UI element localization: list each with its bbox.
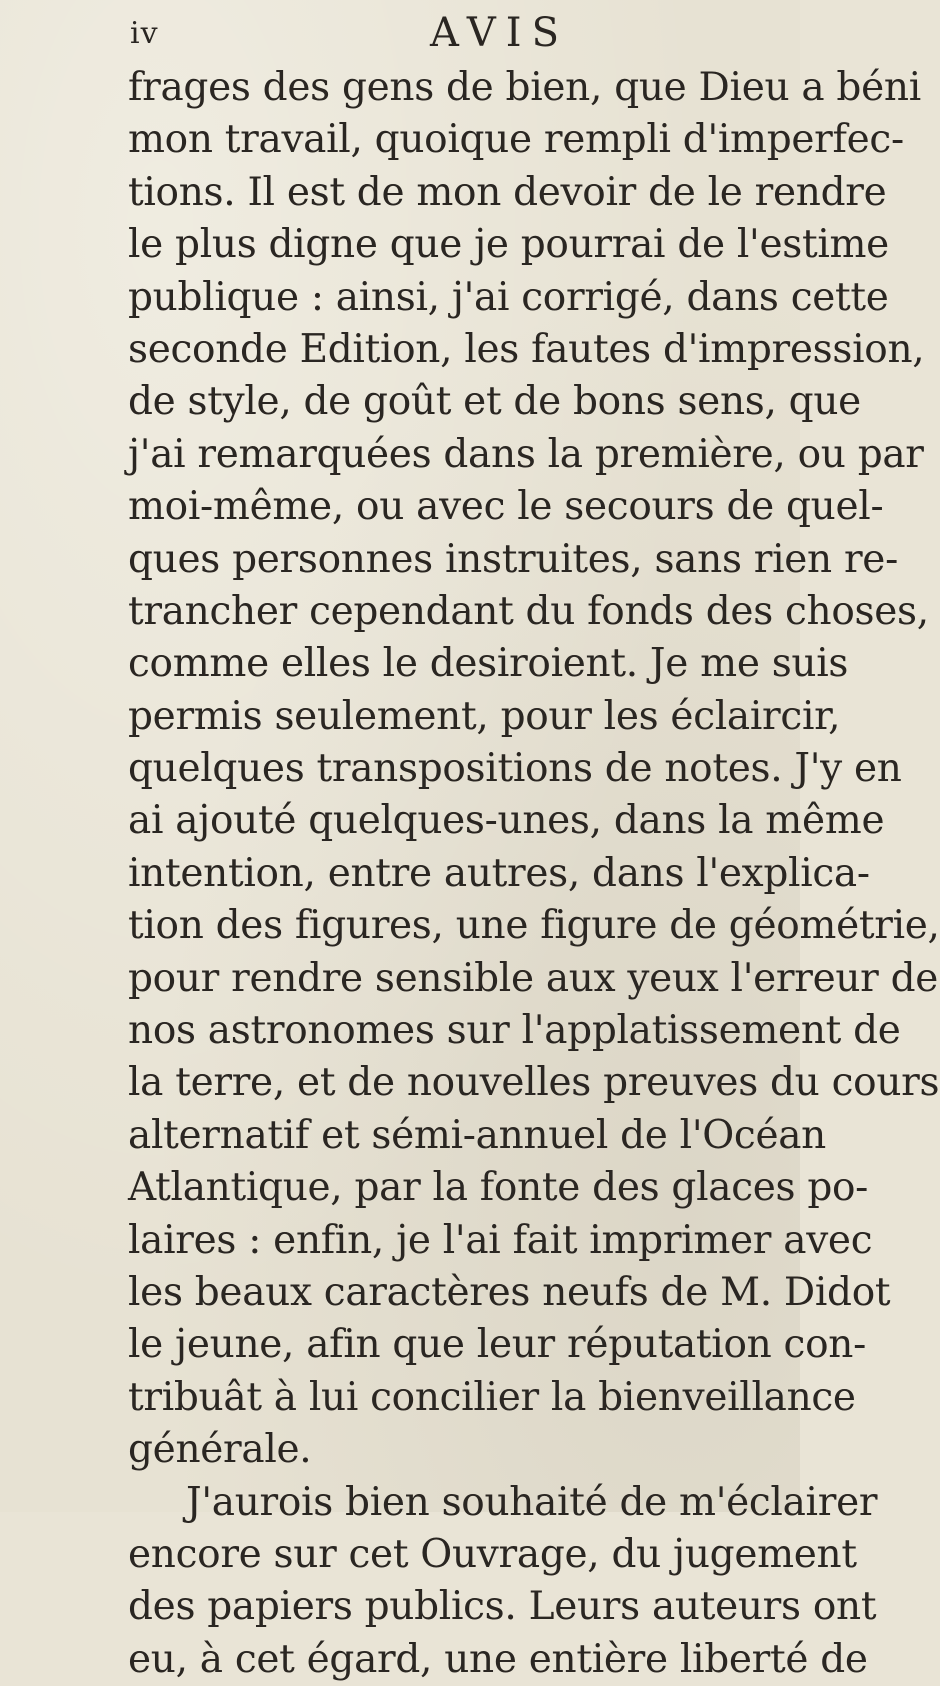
text-line: intention, entre autres, dans l'explica- bbox=[128, 850, 870, 896]
text-line: comme elles le desiroient. Je me suis bbox=[128, 641, 849, 687]
text-line: tribuât à lui concilier la bienveillance bbox=[128, 1374, 856, 1420]
text-line: moi-même, ou avec le secours de quel- bbox=[128, 484, 884, 530]
text-line: la terre, et de nouvelles preuves du cours bbox=[128, 1060, 940, 1106]
text-line: mon travail, quoique rempli d'imperfec- bbox=[128, 117, 904, 163]
text-line: quelques transpositions de notes. J'y en bbox=[128, 746, 902, 792]
text-line: j'ai remarquées dans la première, ou par bbox=[128, 431, 924, 477]
text-line: tion des figures, une figure de géométrie, bbox=[128, 903, 940, 949]
text-line: frages des gens de bien, que Dieu a béni bbox=[128, 65, 921, 110]
text-line: laires : enfin, je l'ai fait imprimer avec bbox=[128, 1217, 873, 1263]
text-line: de style, de goût et de bons sens, que bbox=[128, 379, 861, 425]
text-line: publique : ainsi, j'ai corrigé, dans cette bbox=[128, 274, 889, 320]
text-line: générale. bbox=[128, 1427, 312, 1473]
body-text bbox=[128, 62, 940, 1686]
text-line: nos astronomes sur l'applatissement de bbox=[128, 1008, 901, 1054]
paragraph-start-line: J'aurois bien souhaité de m'éclairer bbox=[186, 1479, 878, 1525]
text-line: permis seulement, pour les éclaircir, bbox=[128, 693, 841, 739]
text-line: alternatif et sémi-annuel de l'Océan bbox=[128, 1112, 826, 1158]
text-line: seconde Edition, les fautes d'impression, bbox=[128, 326, 925, 372]
text-line: tions. Il est de mon devoir de le rendre bbox=[128, 169, 887, 215]
running-head: AVIS bbox=[430, 10, 569, 56]
text-line: eu, à cet égard, une entière liberté de bbox=[128, 1636, 868, 1682]
page-number: iv bbox=[130, 16, 159, 51]
text-line: des papiers publics. Leurs auteurs ont bbox=[128, 1584, 877, 1630]
text-line: ques personnes instruites, sans rien re- bbox=[128, 536, 898, 582]
page-header bbox=[130, 10, 690, 56]
text-line: pour rendre sensible aux yeux l'erreur de bbox=[128, 955, 939, 1001]
text-line: trancher cependant du fonds des choses, bbox=[128, 588, 929, 634]
text-line: le plus digne que je pourrai de l'estime bbox=[128, 222, 889, 268]
text-line: ai ajouté quelques-unes, dans la même bbox=[128, 798, 885, 844]
text-line: le jeune, afin que leur réputation con- bbox=[128, 1322, 866, 1368]
text-line: les beaux caractères neufs de M. Didot bbox=[128, 1269, 891, 1315]
text-line: Atlantique, par la fonte des glaces po- bbox=[128, 1165, 869, 1211]
text-line: encore sur cet Ouvrage, du jugement bbox=[128, 1531, 857, 1577]
